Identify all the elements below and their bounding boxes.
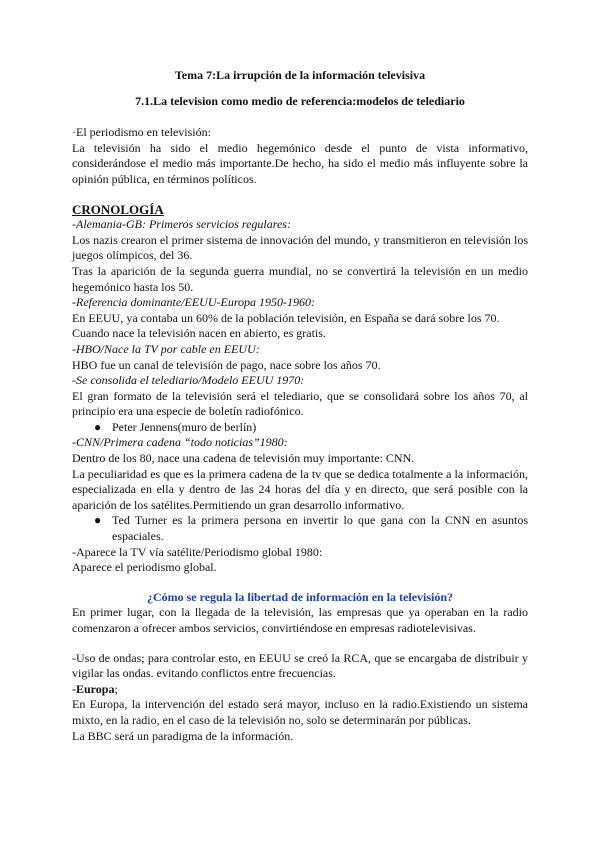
chronology-heading: CRONOLOGÍA bbox=[72, 201, 164, 217]
chronology-paragraph: Dentro de los 80, nace una cadena de televisión muy importante: CNN. bbox=[72, 451, 415, 466]
chronology-paragraph: HBO fue un canal de televisión de pago, nace sobre los años 70. bbox=[72, 357, 381, 372]
bullet-icon: ● bbox=[94, 513, 102, 528]
regulation-paragraph: La BBC será un paradigma de la información. bbox=[72, 728, 294, 743]
europe-label-line bbox=[72, 682, 528, 698]
document-title: Tema 7:La irrupción de la información televisiva bbox=[174, 68, 426, 82]
document-page bbox=[72, 60, 528, 744]
list-item bbox=[94, 420, 528, 436]
list-item-text: Peter Jennens(muro de berlín) bbox=[112, 419, 257, 434]
chronology-paragraph: Tras la aparición de la segunda guerra mundial, no se convertirá la televisión en un medio hegemónico hasta los 50. bbox=[72, 263, 528, 294]
bullet-icon: ● bbox=[94, 419, 102, 434]
section-subtitle: 7.1.La television como medio de referencia:modelos de telediario bbox=[135, 93, 465, 108]
chronology-paragraph: Aparece el periodismo global. bbox=[72, 560, 217, 575]
regulation-heading: ¿Cómo se regula la libertad de información en la televisión? bbox=[146, 589, 454, 604]
chronology-paragraph: Cuando nace la televisión nacen en abierto, es gratis. bbox=[72, 326, 326, 341]
chronology-entry-title: -Referencia dominante/EEUU-Europa 1950-1960: bbox=[72, 295, 316, 310]
regulation-paragraph: -Uso de ondas; para controlar esto, en EEUU se creó la RCA, que se encargaba de distribuir y vigilar las ondas. evitando conflictos entre frecuencias. bbox=[72, 650, 528, 681]
chronology-entry-title: -HBO/Nace la TV por cable en EEUU: bbox=[72, 341, 260, 356]
bullet-list bbox=[72, 513, 528, 544]
chronology-paragraph: La peculiaridad es que es la primera cadena de la tv que se dedica totalmente a la información, especializada en ella y dentro de las 24 horas del día y en directo, que será posible con la aparición de los satélites.Permitiendo un gran desarrollo informativo. bbox=[72, 466, 528, 512]
chronology-entry-title: -Aparece la TV vía satélite/Periodismo global 1980: bbox=[72, 544, 323, 559]
intro-label: ·El periodismo en televisión: bbox=[72, 125, 211, 140]
chronology-entry-title: -Alemania-GB: Primeros servicios regulares: bbox=[72, 217, 291, 232]
chronology-entry-title: -CNN/Primera cadena “todo noticias”1980: bbox=[72, 435, 288, 450]
bullet-list bbox=[72, 420, 528, 436]
chronology-paragraph: En EEUU, ya contaba un 60% de la población televisión, en España se dará sobre los 70. bbox=[72, 310, 500, 325]
regulation-paragraph: En primer lugar, con la llegada de la televisión, las empresas que ya operaban en la radio comenzaron a ofrecer ambos servicios, convirtiéndose en empresas radiotelevisivas. bbox=[72, 605, 528, 635]
regulation-paragraph: En Europa, la intervención del estado será mayor, incluso en la radio.Existiendo un sistema mixto, en la radio, en el caso de la televisión no, solo se determinarán por públicas. bbox=[72, 697, 528, 727]
europe-label: -Europa bbox=[72, 681, 115, 696]
list-item bbox=[94, 513, 528, 544]
intro-paragraph: La televisión ha sido el medio hegemónico desde el punto de vista informativo, considerándose el medio más importante.De hecho, ha sido el medio más influyente sobre la opinión pública, en términos políticos. bbox=[72, 140, 528, 186]
list-item-text: Ted Turner es la primera persona en invertir lo que gana con la CNN en asuntos espaciales. bbox=[112, 513, 528, 544]
chronology-paragraph: Los nazis crearon el primer sistema de innovación del mundo, y transmitieron en televisión los juegos olímpicos, del 36. bbox=[72, 232, 528, 263]
chronology-entry-title: -Se consolida el telediario/Modelo EEUU 1970: bbox=[72, 373, 305, 388]
chronology-paragraph: El gran formato de la televisión será el telediario, que se consolidará sobre los años 70, al principio era una especie de boletín radiofónico. bbox=[72, 388, 528, 419]
europe-label-suffix: ; bbox=[114, 681, 118, 696]
